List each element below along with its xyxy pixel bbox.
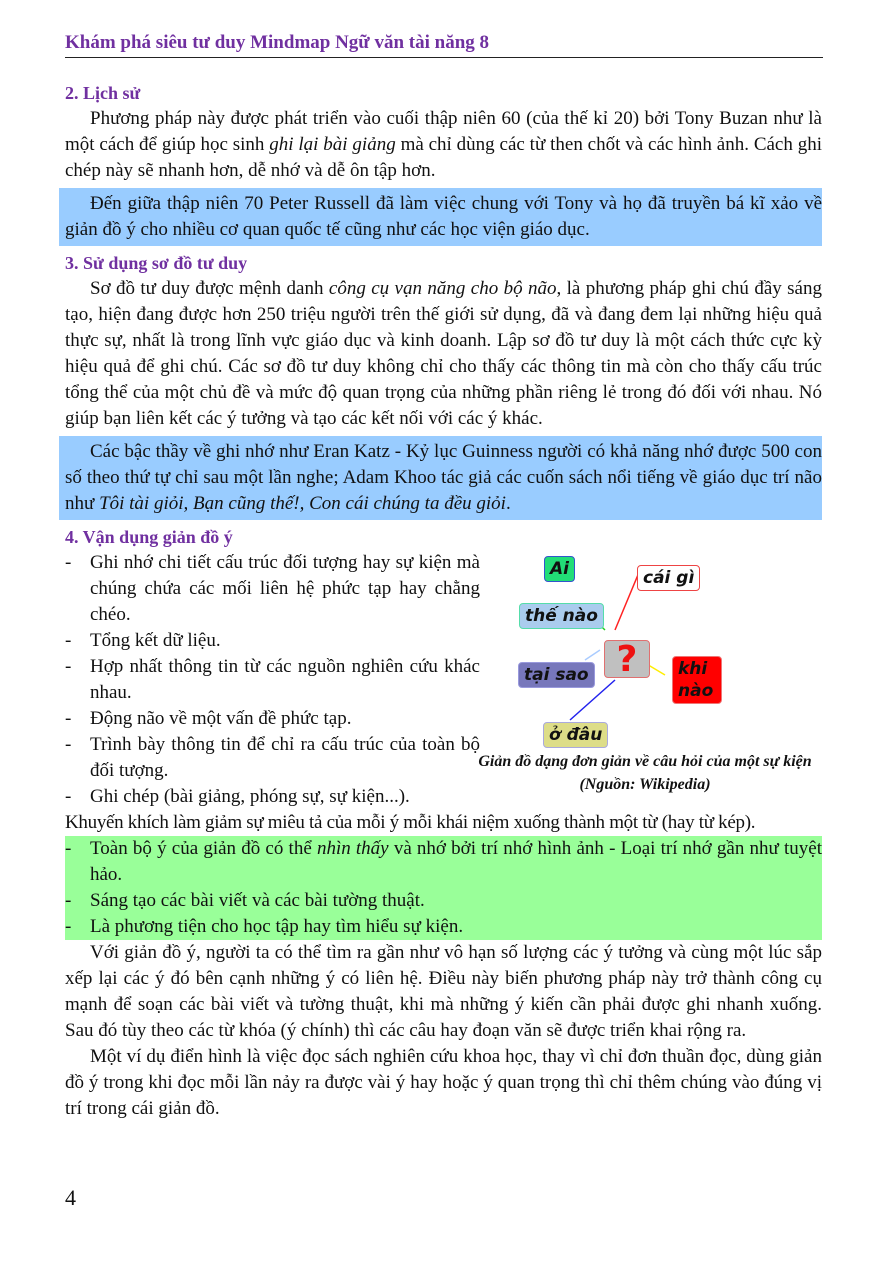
paragraph: Một ví dụ điển hình là việc đọc sách nghiên cứu khoa học, thay vì chỉ đơn thuần đọc, dùng giản đồ ý trong khi đọc mỗi lần nảy ra được vài ý hay hoặc ý quan trọng thì chỉ thêm chúng vào đúng vị trí trong cái giản đồ. [65, 1046, 822, 1119]
italic-text: Tôi tài giỏi, Bạn cũng thế!, Con cái chúng ta đều giỏi [99, 493, 506, 514]
text: mà chỉ dùng các từ then chốt và các hình ảnh. Cách ghi chép này sẽ nhanh hơn, dễ nhớ và dễ ôn tập hơn. [65, 134, 822, 181]
list-item [65, 836, 822, 888]
connector-tai-sao [585, 650, 600, 660]
text: Các bậc thầy về ghi nhớ như Eran Katz - Kỷ lục Guinness người có khả năng nhớ được 500 con số theo thứ tự chỉ sau một lần nghe; Adam Khoo tác giả các cuốn sách nổi tiếng về giáo dục trí não như [65, 441, 822, 514]
node-cai-gi: cái gì [637, 565, 700, 591]
italic-text: nhìn thấy [316, 838, 389, 859]
node-khi-nao: khi nào [672, 656, 722, 704]
highlighted-paragraph [59, 436, 822, 520]
section-heading-application: 4. Vận dụng giản đồ ý [65, 527, 233, 547]
text: , là phương pháp ghi chú đầy sáng tạo, hiện đang được hơn 250 triệu người trên thế giới sử dụng, đã và đang đem lại những hiệu quả thực sự, nhất là trong lĩnh vực giáo dục và kinh doanh. Lập sơ đồ tư duy là một cách thức cực kỳ hiệu quả để ghi chú. Các sơ đồ tư duy không chỉ cho thấy các thông tin mà còn cho thấy cấu trúc tổng thể của một chủ đề và mức độ quan trọng của những phần riêng lẻ trong đó đối với nhau. Nó giúp bạn liên kết các ý tưởng và tạo các kết nối với các ý khác. [65, 278, 822, 429]
list-item: - Trình bày thông tin để chỉ ra cấu trúc của toàn bộ đối tượng. [65, 732, 480, 784]
application-section [65, 550, 822, 810]
application-list [65, 550, 480, 810]
list-item: - Động não về một vấn đề phức tạp. [65, 706, 480, 732]
running-header: Khám phá siêu tư duy Mindmap Ngữ văn tài năng 8 [65, 32, 823, 58]
italic-text: công cụ vạn năng cho bộ não [328, 278, 557, 299]
list-item: - Ghi chép (bài giảng, phóng sự, sự kiện...). [65, 784, 480, 810]
center-question-node: ? [604, 640, 650, 678]
figure-caption: Giản đồ dạng đơn giản về câu hỏi của một sự kiện (Nguồn: Wikipedia) [478, 753, 812, 793]
list-item: - Tổng kết dữ liệu. [65, 628, 480, 654]
list-item: - Là phương tiện cho học tập hay tìm hiểu sự kiện. [65, 914, 822, 940]
paragraph: Khuyến khích làm giảm sự miêu tả của mỗi ý mỗi khái niệm xuống thành một từ (hay từ kép). [65, 812, 756, 833]
highlighted-list [65, 836, 822, 940]
list-item: - Hợp nhất thông tin từ các nguồn nghiên cứu khác nhau. [65, 654, 480, 706]
text: Toàn bộ ý của giản đồ có thể [90, 838, 317, 859]
italic-text: ghi lại bài giảng [269, 134, 396, 155]
text: Phương pháp này được phát triển vào cuối thập niên 60 (của thế kỉ 20) bởi Tony Buzan như là một cách để giúp học sinh [65, 108, 822, 155]
mindmap-figure [478, 550, 820, 800]
node-ai: Ai [544, 556, 575, 582]
page-number: 4 [65, 1185, 76, 1210]
paragraph [65, 276, 822, 432]
page-body [65, 80, 822, 1122]
highlighted-paragraph: Đến giữa thập niên 70 Peter Russell đã làm việc chung với Tony và họ đã truyền bá kĩ xảo về giản đồ ý cho nhiều cơ quan quốc tế cũng như các học viện giáo dục. [59, 188, 822, 246]
section-heading-history: 2. Lịch sử [65, 83, 141, 103]
list-item: - Ghi nhớ chi tiết cấu trúc đối tượng hay sự kiện mà chúng chứa các mối liên hệ phức tạp hay chằng chéo. [65, 550, 480, 628]
node-o-dau: ở đâu [543, 722, 608, 748]
text: và nhớ bởi trí nhớ hình ảnh - Loại trí nhớ gần như tuyệt hảo. [90, 838, 822, 885]
text: Sơ đồ tư duy được mệnh danh [90, 278, 329, 299]
section-heading-usage: 3. Sử dụng sơ đồ tư duy [65, 253, 248, 273]
node-tai-sao: tại sao [518, 662, 595, 688]
paragraph: Với giản đồ ý, người ta có thể tìm ra gần như vô hạn số lượng các ý tưởng và cùng một lúc sắp xếp lại các ý đó bên cạnh những ý có liên hệ. Điều này biến phương pháp này trở thành công cụ mạnh để soạn các bài viết và tường thuật, khi mà những ý kiến cần phải được ghi nhanh xuống. Sau đó tùy theo các từ khóa (ý chính) thì các câu hay đoạn văn sẽ được triển khai rộng ra. [65, 942, 822, 1041]
paragraph [65, 106, 822, 184]
list-item: - Sáng tạo các bài viết và các bài tường thuật. [65, 888, 822, 914]
text: . [505, 493, 511, 514]
node-the-nao: thế nào [519, 603, 604, 629]
